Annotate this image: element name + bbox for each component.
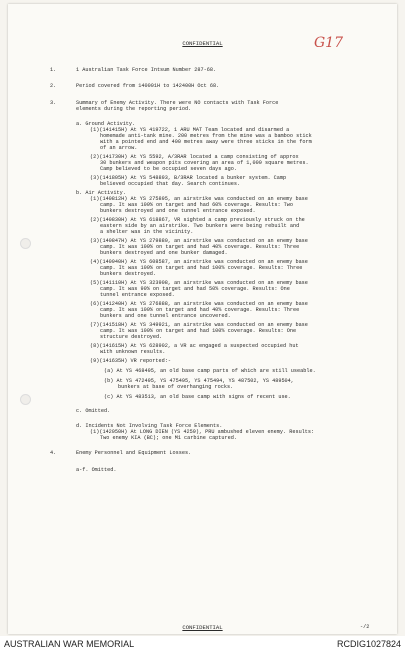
- section-title: a-f. Omitted.: [76, 467, 117, 473]
- report-line: (4)(140940H) At YS 608587, an airstrike was conducted on an enemy base: [90, 259, 308, 265]
- report-line: (8)(141615H) At YS 628902, a VR ac engaged a suspected occupied hut: [90, 343, 299, 349]
- section-title: d. Incidents Not Involving Task Force Elements.: [76, 423, 223, 429]
- report-line: camp. It was 100% on target and had 40% coverage. Results: Three: [100, 307, 300, 313]
- section-title: c. Omitted.: [76, 408, 111, 414]
- archive-name: AUSTRALIAN WAR MEMORIAL: [4, 639, 135, 649]
- report-line: structure destroyed.: [100, 334, 163, 340]
- archive-footer: [0, 636, 405, 654]
- report-line: 30 bunkers and weapon pits covering an area of 1,000 square metres.: [100, 160, 309, 166]
- classification-header: CONFIDENTIAL: [182, 40, 223, 47]
- report-line: bunkers destroyed and one bunker damaged.: [100, 250, 228, 256]
- item-text: Summary of Enemy Activity. There were NO contacts with Task Force: [76, 100, 279, 106]
- report-line: Two enemy KIA (BC); one M1 carbine captured.: [100, 435, 237, 441]
- report-line: (1)(142050H) At LONG DIEN (YS 4259), PRU ambushed eleven enemy. Results:: [90, 429, 315, 435]
- section-title: a. Ground Activity.: [76, 121, 136, 127]
- report-line: tunnel entrance exposed.: [100, 292, 175, 298]
- report-line: (2)(140830H) At YS 618867, VR sighted a camp previously struck on the: [90, 217, 305, 223]
- punch-hole: [20, 394, 31, 405]
- item-number: 3.: [50, 100, 57, 106]
- report-line: eastern side by an airstrike. Two bunkers were being rebuilt and: [100, 223, 300, 229]
- report-line: bunkers destroyed and one tunnel entrance exposed.: [100, 208, 256, 214]
- item-text: elements during the reporting period.: [76, 106, 192, 112]
- report-line: homemade anti-tank mine. 200 metres from the mine was a bamboo stick: [100, 133, 312, 139]
- item-text: 1 Australian Task Force Intsum Number 287-68.: [76, 67, 217, 73]
- report-line: camp. It was 100% on target and had 100% coverage. Results: One: [100, 328, 297, 334]
- item-text: Enemy Personnel and Equipment Losses.: [76, 450, 192, 456]
- report-line: camp. It was 100% on target and had 40% coverage. Results: Three: [100, 244, 300, 250]
- report-line: (c) At YS 483513, an old base camp with signs of recent use.: [104, 394, 291, 400]
- report-line: (5)(141110H) At YS 323908, an airstrike was conducted on an enemy base: [90, 280, 308, 286]
- handwritten-folio-mark: G17: [314, 35, 343, 51]
- report-line: (a) At YS 468495, an old base camp parts of which are still useable.: [104, 368, 316, 374]
- report-line: (9)(141635H) VR reported:-: [90, 358, 171, 364]
- report-line: (3)(140847H) At YS 279880, an airstrike was conducted on an enemy base: [90, 238, 308, 244]
- report-line: bunkers and one tunnel entrance uncovered.: [100, 313, 231, 319]
- classification-footer: CONFIDENTIAL: [182, 624, 223, 631]
- report-line: bunkers at base of overhanging rocks.: [118, 384, 234, 390]
- report-line: believed occupied that day. Search continues.: [100, 181, 241, 187]
- report-line: (1)(140812H) At YS 275895, an airstrike was conducted on an enemy base: [90, 196, 308, 202]
- archive-reference: RCDIG1027824: [336, 639, 401, 649]
- report-line: (b) At YS 472495, YS 475495, YS 475494, YS 487502, YS 489504,: [104, 378, 294, 384]
- report-line: a shelter was in the vicinity.: [100, 229, 194, 235]
- report-line: of an arrow.: [100, 145, 138, 151]
- report-line: (2)(141730H) At YS 5592, A/3RAR located a camp consisting of approx: [90, 154, 299, 160]
- report-line: (3)(141805H) At YS 548893, B/3RAR located a bunker system. Camp: [90, 175, 287, 181]
- report-line: with a pointed end and 400 metres away were three sticks in the form: [100, 139, 312, 145]
- report-line: (6)(141240H) At YS 276888, an airstrike was conducted on an enemy base: [90, 301, 308, 307]
- report-line: camp. It was 100% on target and had 100% coverage. Results: Three: [100, 265, 303, 271]
- continuation-mark: -/2: [360, 624, 370, 630]
- item-number: 1.: [50, 67, 57, 73]
- paper-sheet: [8, 4, 397, 634]
- item-number: 2.: [50, 83, 57, 89]
- report-line: Camp believed to be occupied seven days ago.: [100, 166, 237, 172]
- report-line: camp. It was 100% on target and had 60% coverage. Results: Two: [100, 202, 294, 208]
- report-line: (7)(141518H) At YS 349921, an airstrike was conducted on an enemy base: [90, 322, 308, 328]
- item-text: Period covered from 140001H to 142400H Oct 68.: [76, 83, 220, 89]
- section-title: b. Air Activity.: [76, 190, 126, 196]
- item-number: 4.: [50, 450, 57, 456]
- report-line: (1)(141415H) At YS 419722, 1 ARU MAT Team located and disarmed a: [90, 127, 290, 133]
- punch-hole: [20, 238, 31, 249]
- report-line: with unknown results.: [100, 349, 166, 355]
- report-line: camp. It was 90% on target and had 50% coverage. Results: One: [100, 286, 290, 292]
- report-line: bunkers destroyed.: [100, 271, 157, 277]
